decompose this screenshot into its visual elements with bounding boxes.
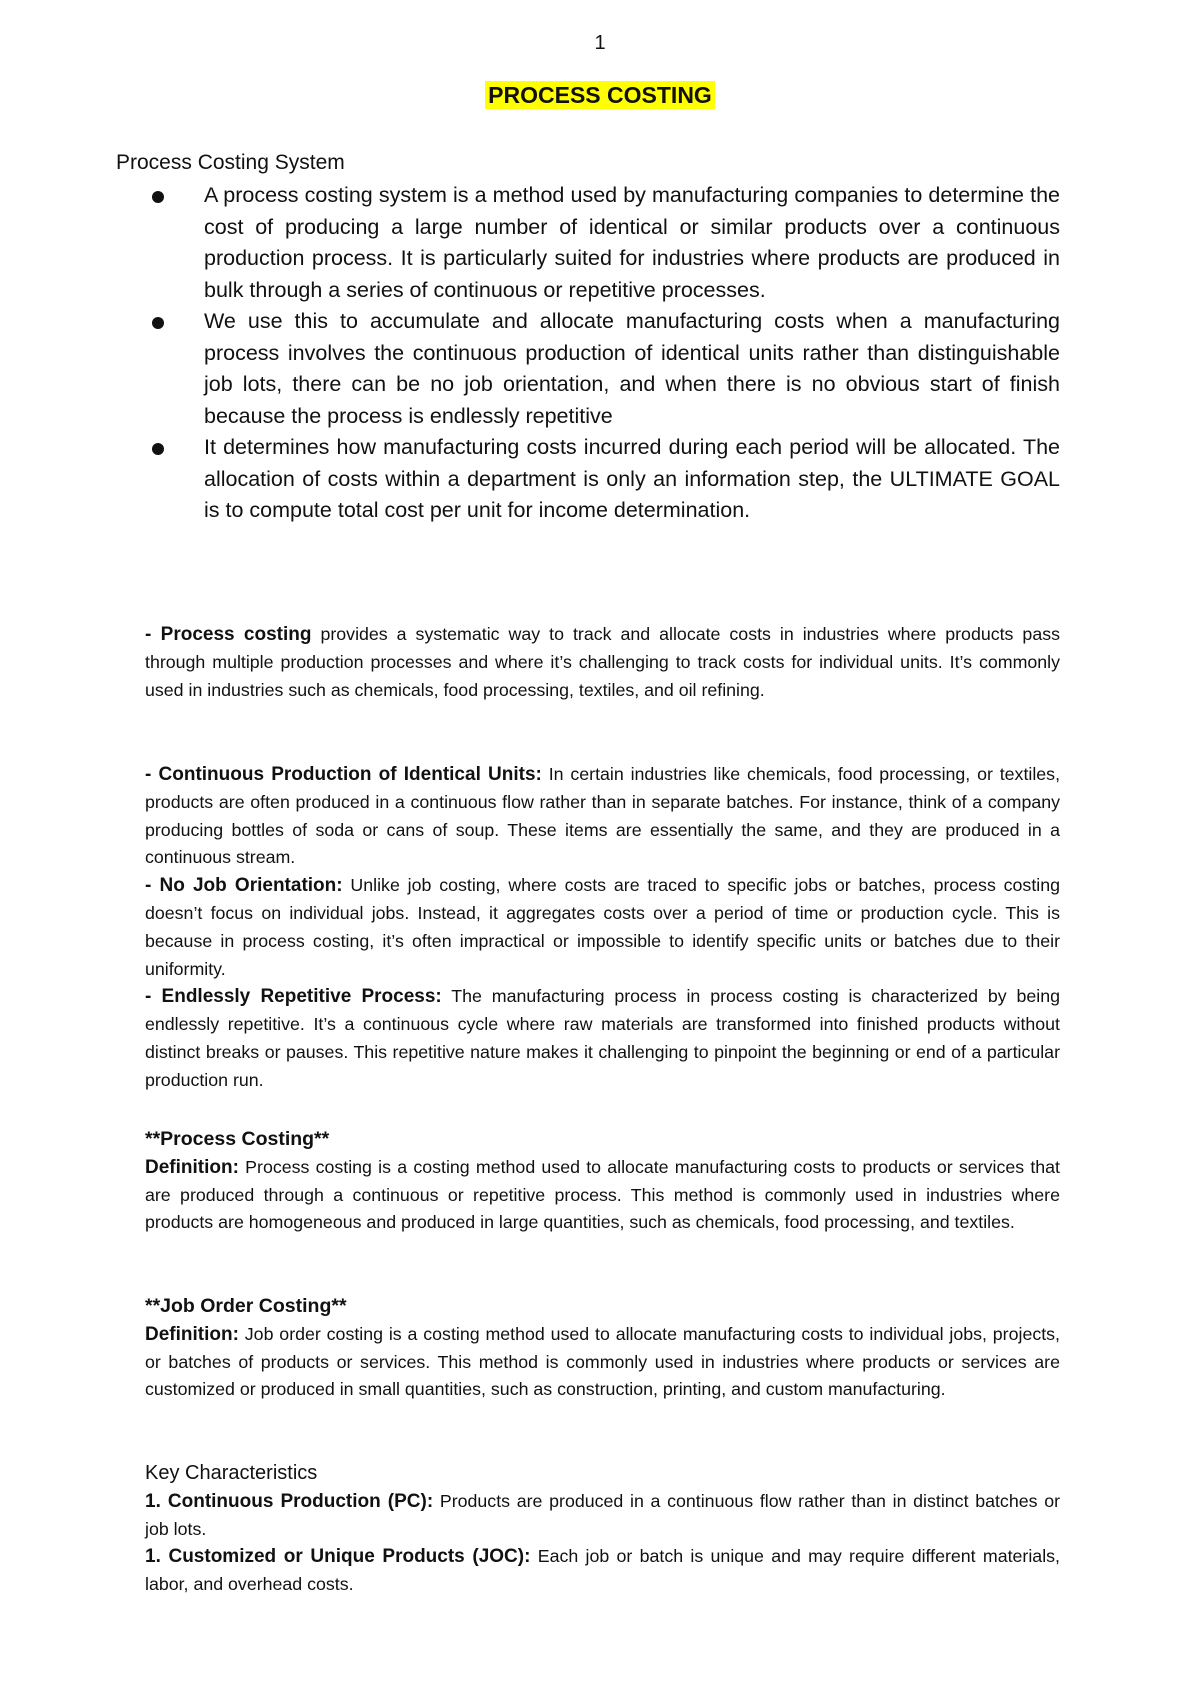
characteristic-paragraph — [145, 983, 1060, 1094]
key-characteristics-section — [145, 1460, 1060, 1599]
characteristic-paragraph — [145, 872, 1060, 983]
characteristic-label: - No Job Orientation: — [145, 875, 343, 897]
key-characteristic-text: Products are produced in a continuous flow rather than in distinct batches or job lots. — [145, 1490, 1061, 1539]
bullet-item — [148, 180, 1060, 306]
bullet-text: It determines how manufacturing costs incurred during each period will be allocated. The allocation of costs within a department is only an information step, the ULTIMATE GOAL is to compute total cost per unit for income determination. — [204, 435, 1060, 522]
bullet-item — [148, 432, 1060, 527]
definition-text: Job order costing is a costing method used to allocate manufacturing costs to individual jobs, projects, or batches of products or services. This method is commonly used in industries where products or services are customized or produced in small quantities, such as construction, printing, and custom manufacturing. — [145, 1323, 1060, 1400]
characteristic-text: In certain industries like chemicals, food processing, or textiles, products are often produced in a continuous flow rather than in separate batches. For instance, think of a company producing bottles of soda or cans of soup. These items are essentially the same, and they are produced in a continuous stream. — [145, 764, 1061, 868]
characteristic-paragraph — [145, 761, 1060, 872]
key-characteristics-heading: Key Characteristics — [145, 1462, 318, 1484]
bullet-dot-icon — [152, 443, 164, 455]
characteristic-text: Unlike job costing, where costs are traced to specific jobs or batches, process costing doesn’t focus on individual jobs. Instead, it aggregates costs over a period of time or production cycle. This is because in process costing, it’s often impractical or impossible to identify specific units or batches due to their uniformity. — [145, 875, 1060, 979]
characteristic-text: The manufacturing process in process costing is characterized by being endlessly repetitive. It’s a continuous cycle where raw materials are transformed into finished products without distinct breaks or pauses. This repetitive nature makes it challenging to pinpoint the beginning or end of a particular production run. — [145, 986, 1061, 1090]
bullet-dot-icon — [152, 317, 164, 329]
characteristic-label: - Continuous Production of Identical Units: — [145, 764, 542, 785]
bullet-dot-icon — [152, 191, 164, 203]
intro-label: - Process costing — [145, 624, 312, 645]
definition-text: Process costing is a costing method used to allocate manufacturing costs to products or services that are produced through a continuous or repetitive process. This method is commonly used in industries where products are homogeneous and produced in large quantities, such as chemicals, food processing, and textiles. — [145, 1156, 1060, 1233]
intro-text: provides a systematic way to track and allocate costs in industries where products pass through multiple production processes and where it’s challenging to track costs for individual units. It’s commonly used in industries such as chemicals, food processing, textiles, and oil refining. — [145, 624, 1060, 700]
process-costing-heading: **Process Costing** — [145, 1128, 330, 1150]
key-characteristic-label: 1. Continuous Production (PC): — [145, 1490, 434, 1512]
key-characteristic-text: Each job or batch is unique and may require different materials, labor, and overhead costs. — [145, 1546, 1060, 1595]
definition-label: Definition: — [145, 1156, 239, 1178]
process-costing-definition — [145, 1126, 1060, 1237]
section-heading: Process Costing System — [116, 151, 345, 174]
bullet-list — [148, 180, 1060, 527]
key-characteristic-item — [145, 1488, 1060, 1544]
intro-paragraph — [145, 621, 1060, 704]
job-order-costing-definition — [145, 1293, 1060, 1404]
document-title — [0, 82, 1200, 109]
bullet-text: We use this to accumulate and allocate manufacturing costs when a manufacturing process involves the continuous production of identical units rather than distinguishable job lots, there can be no job orientation, and when there is no obvious start of finish because the process is endlessly repetitive — [204, 309, 1060, 428]
definition-label: Definition: — [145, 1323, 239, 1345]
characteristic-label: - Endlessly Repetitive Process: — [145, 986, 442, 1008]
bullet-text: A process costing system is a method used by manufacturing companies to determine the cost of producing a large number of identical or similar products over a continuous production process. It is particularly suited for industries where products are produced in bulk through a series of continuous or repetitive processes. — [204, 183, 1060, 302]
bullet-item — [148, 306, 1060, 432]
job-order-costing-heading: **Job Order Costing** — [145, 1295, 347, 1317]
page-number: 1 — [594, 32, 606, 54]
title-highlight: PROCESS COSTING — [485, 81, 715, 109]
key-characteristic-item — [145, 1543, 1060, 1599]
characteristics-section — [145, 761, 1060, 1095]
key-characteristic-label: 1. Customized or Unique Products (JOC): — [145, 1546, 531, 1568]
